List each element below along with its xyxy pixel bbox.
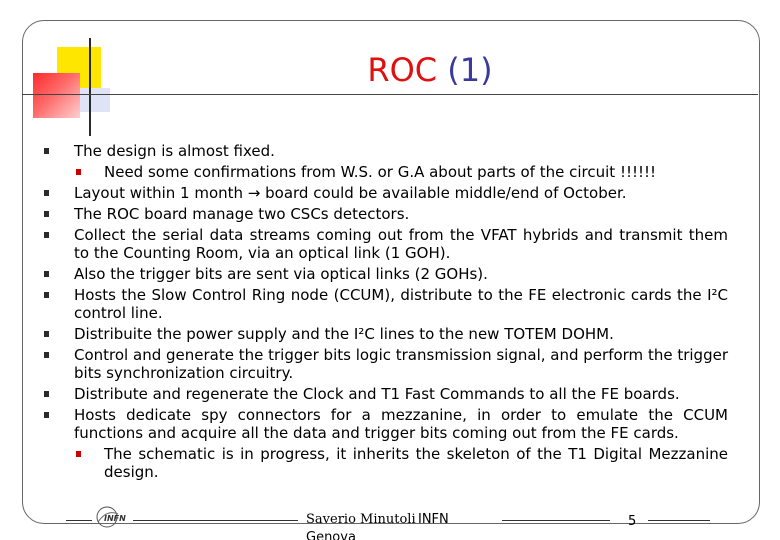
sub-bullet-item xyxy=(44,445,728,481)
page-number: 5 xyxy=(628,514,637,529)
decor-blue-square xyxy=(80,88,110,112)
bullet-item xyxy=(44,286,728,322)
bullet-item xyxy=(44,346,728,382)
footer-line-left xyxy=(66,520,92,521)
bullet-item xyxy=(44,205,728,223)
bullet-text: Distribute and regenerate the Clock and T1 Fast Commands to all the FE boards. xyxy=(74,385,680,403)
bullet-item xyxy=(44,406,728,442)
bullet-text: Also the trigger bits are sent via optical links (2 GOHs). xyxy=(74,265,488,283)
slide-title-suffix: (1) xyxy=(447,51,493,89)
bullet-text: The schematic is in progress, it inherits the skeleton of the T1 Digital Mezzanine design. xyxy=(104,445,728,481)
infn-logo xyxy=(94,505,132,529)
bullet-item xyxy=(44,142,728,160)
bullet-text: Collect the serial data streams coming out from the VFAT hybrids and transmit them to the Counting Room, via an optical link (1 GOH). xyxy=(74,226,728,262)
bullet-marker xyxy=(44,391,49,397)
slide-title-main: ROC xyxy=(367,51,438,89)
bullet-text: Distribuite the power supply and the I²C lines to the new TOTEM DOHM. xyxy=(74,325,614,343)
bullet-marker xyxy=(44,331,49,337)
bullet-marker xyxy=(44,292,49,298)
svg-text:INFN: INFN xyxy=(104,514,126,523)
bullet-text: Hosts dedicate spy connectors for a mezzanine, in order to emulate the CCUM functions and acquire all the data and trigger bits coming out from the FE cards. xyxy=(74,406,728,442)
bullet-item xyxy=(44,226,728,262)
bullet-marker xyxy=(44,412,49,418)
bullet-text: The ROC board manage two CSCs detectors. xyxy=(74,205,410,223)
bullet-marker xyxy=(44,190,49,196)
title-divider xyxy=(22,94,758,95)
bullet-marker xyxy=(44,148,49,154)
footer-org: INFN xyxy=(418,512,449,527)
bullet-item xyxy=(44,184,728,202)
bullet-marker xyxy=(76,451,81,457)
bullet-text: Need some confirmations from W.S. or G.A about parts of the circuit !!!!!! xyxy=(104,163,657,181)
bullet-list xyxy=(44,142,728,484)
footer-author: Saverio Minutoli xyxy=(306,512,416,527)
bullet-text: Layout within 1 month → board could be available middle/end of October. xyxy=(74,184,627,202)
sub-bullet-item xyxy=(44,163,728,181)
bullet-item xyxy=(44,325,728,343)
bullet-marker xyxy=(76,169,81,175)
bullet-item xyxy=(44,385,728,403)
bullet-marker xyxy=(44,271,49,277)
footer-city: Genova xyxy=(306,530,356,540)
bullet-marker xyxy=(44,352,49,358)
footer-line-end xyxy=(648,520,710,521)
bullet-item xyxy=(44,265,728,283)
footer-line-right xyxy=(502,520,610,521)
bullet-marker xyxy=(44,211,49,217)
slide-title xyxy=(0,50,780,90)
bullet-text: Hosts the Slow Control Ring node (CCUM), distribute to the FE electronic cards the I²C control line. xyxy=(74,286,728,322)
bullet-text: Control and generate the trigger bits logic transmission signal, and perform the trigger bits synchronization circuitry. xyxy=(74,346,728,382)
bullet-marker xyxy=(44,232,49,238)
bullet-text: The design is almost fixed. xyxy=(74,142,275,160)
footer-line-mid xyxy=(133,520,298,521)
